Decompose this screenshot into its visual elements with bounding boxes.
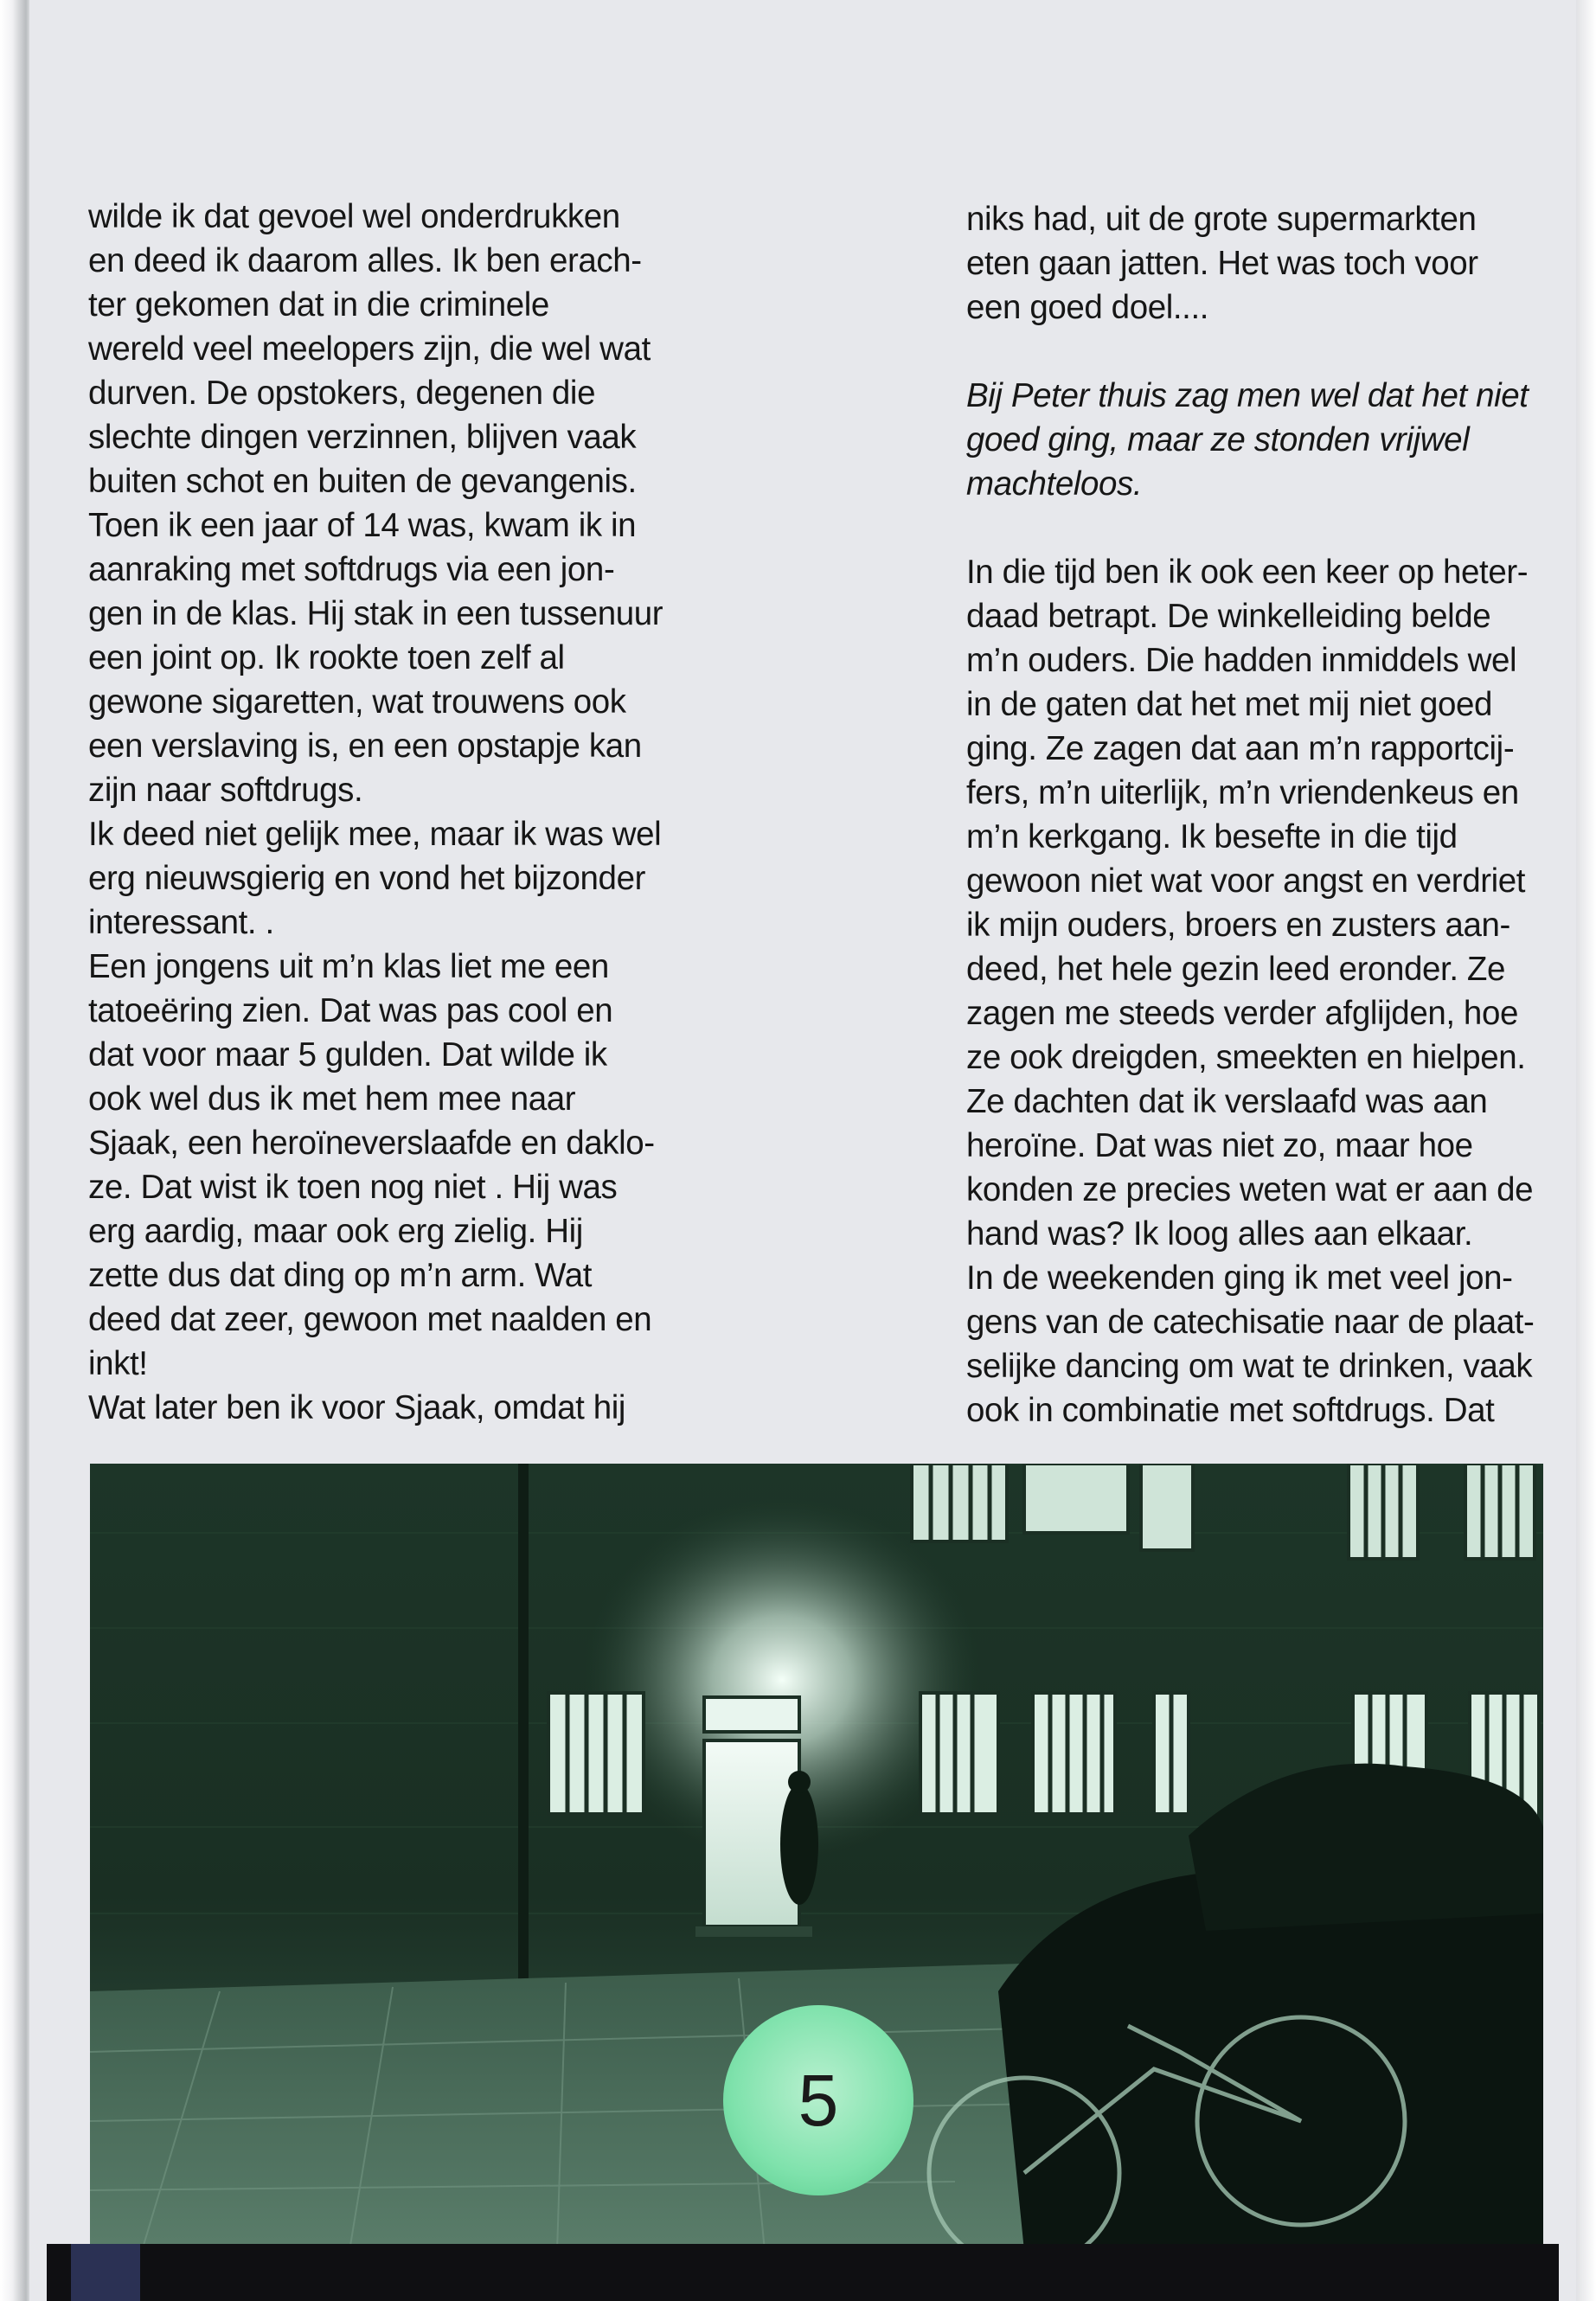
text-line: Ik deed niet gelijk mee, maar ik was wel <box>88 816 662 853</box>
text-line: gens van de catechisatie naar de plaat- <box>966 1304 1535 1341</box>
text-line: durven. De opstokers, degenen die <box>88 375 596 412</box>
text-line: In die tijd ben ik ook een keer op heter- <box>966 554 1529 591</box>
text-line: interessant. . <box>88 904 274 941</box>
text-line: Wat later ben ik voor Sjaak, omdat hij <box>88 1389 626 1426</box>
text-line: ze ook dreigden, smeekten en hielpen. <box>966 1039 1526 1076</box>
text-line: ik mijn ouders, broers en zusters aan- <box>966 907 1510 944</box>
text-line: ook in combinatie met softdrugs. Dat <box>966 1392 1495 1429</box>
text-line: een goed doel.... <box>966 289 1209 326</box>
text-line: wilde ik dat gevoel wel onderdrukken <box>88 198 620 235</box>
text-line: een verslaving is, en een opstapje kan <box>88 727 642 765</box>
page-number-badge: 5 <box>723 2005 913 2195</box>
bottom-dark-band <box>47 2244 1559 2301</box>
text-line: en deed ik daarom alles. Ik ben erach- <box>88 242 642 279</box>
text-line: In de weekenden ging ik met veel jon- <box>966 1259 1513 1297</box>
text-line: hand was? Ik loog alles aan elkaar. <box>966 1215 1473 1253</box>
text-line: ging. Ze zagen dat aan m’n rapportcij- <box>966 730 1515 767</box>
text-line: buiten schot en buiten de gevangenis. <box>88 463 637 500</box>
text-line: gewoon niet wat voor angst en verdriet <box>966 862 1526 900</box>
text-line: machteloos. <box>966 465 1143 503</box>
text-line: Een jongens uit m’n klas liet me een <box>88 948 609 985</box>
text-line: een joint op. Ik rookte toen zelf al <box>88 639 565 676</box>
text-line: in de gaten dat het met mij niet goed <box>966 686 1493 723</box>
text-line: m’n kerkgang. Ik besefte in die tijd <box>966 818 1458 856</box>
text-line: deed, het hele gezin leed eronder. Ze <box>966 951 1506 988</box>
text-line: gewone sigaretten, wat trouwens ook <box>88 683 626 721</box>
text-line: erg aardig, maar ook erg zielig. Hij <box>88 1213 583 1250</box>
text-line: slechte dingen verzinnen, blijven vaak <box>88 419 637 456</box>
text-line: ter gekomen dat in die criminele <box>88 286 549 324</box>
page-left-edge <box>0 0 29 2301</box>
text-line: m’n ouders. Die hadden inmiddels wel <box>966 642 1517 679</box>
text-line: Sjaak, een heroïneverslaafde en daklo- <box>88 1125 655 1162</box>
text-line: deed dat zeer, gewoon met naalden en <box>88 1301 652 1338</box>
text-line: inkt! <box>88 1345 148 1382</box>
page-right-edge <box>1576 0 1596 2301</box>
text-line: selijke dancing om wat te drinken, vaak <box>966 1348 1533 1385</box>
text-line: erg nieuwsgierig en vond het bijzonder <box>88 860 645 897</box>
paragraph-gap <box>966 330 1563 374</box>
paragraph-gap <box>966 506 1563 550</box>
text-line: ze. Dat wist ik toen nog niet . Hij was <box>88 1169 618 1206</box>
text-line: Ze dachten dat ik verslaafd was aan <box>966 1083 1488 1120</box>
text-line: wereld veel meelopers zijn, die wel wat <box>88 330 651 368</box>
text-line: tatoeëring zien. Dat was pas cool en <box>88 992 613 1029</box>
text-line: ook wel dus ik met hem mee naar <box>88 1080 576 1118</box>
text-line: goed ging, maar ze stonden vrijwel <box>966 421 1470 458</box>
text-line: aanraking met softdrugs via een jon- <box>88 551 615 588</box>
bottom-band-patch <box>71 2244 140 2301</box>
text-line: dat voor maar 5 gulden. Dat wilde ik <box>88 1036 607 1074</box>
text-line: zagen me steeds verder afglijden, hoe <box>966 995 1518 1032</box>
text-line: niks had, uit de grote supermarkten <box>966 201 1477 238</box>
text-line: zijn naar softdrugs. <box>88 772 363 809</box>
text-line: Bij Peter thuis zag men wel dat het niet <box>966 377 1529 414</box>
text-line: gen in de klas. Hij stak in een tussenuur <box>88 595 663 632</box>
text-line: fers, m’n uiterlijk, m’n vriendenkeus en <box>966 774 1519 811</box>
text-line: konden ze precies weten wat er aan de <box>966 1171 1534 1208</box>
text-line: Toen ik een jaar of 14 was, kwam ik in <box>88 507 637 544</box>
right-text-column <box>966 197 1563 1433</box>
text-line: daad betrapt. De winkelleiding belde <box>966 598 1491 635</box>
text-line: eten gaan jatten. Het was toch voor <box>966 245 1478 282</box>
text-line: heroïne. Dat was niet zo, maar hoe <box>966 1127 1473 1164</box>
text-line: zette dus dat ding op m’n arm. Wat <box>88 1257 593 1294</box>
left-text-column <box>88 195 685 1430</box>
